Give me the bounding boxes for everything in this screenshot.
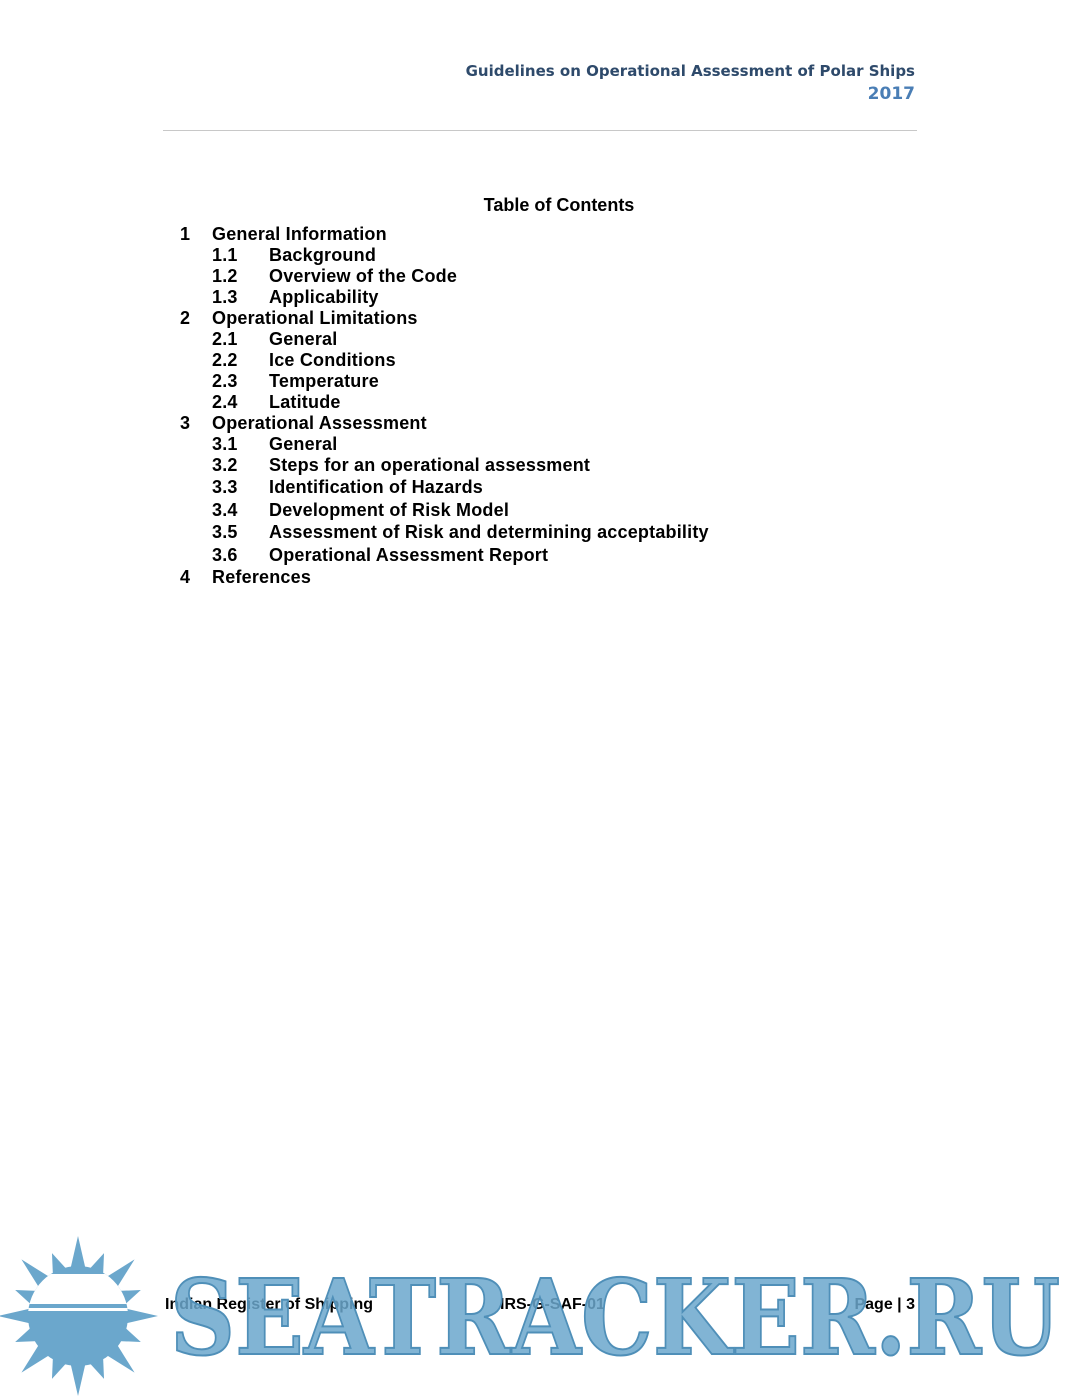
table-of-contents [180, 224, 880, 589]
watermark [0, 1236, 1080, 1397]
toc-entry[interactable] [180, 434, 880, 455]
sun-ray [70, 1363, 85, 1396]
toc-entry-label: Operational Limitations [212, 308, 418, 328]
toc-entry-label: General [269, 434, 338, 454]
toc-title: Table of Contents [483, 195, 635, 215]
toc-entry[interactable] [180, 455, 880, 476]
toc-entry-label: Identification of Hazards [269, 477, 484, 497]
toc-entry[interactable] [180, 287, 880, 308]
toc-entry[interactable] [180, 521, 880, 544]
toc-entry[interactable] [180, 392, 880, 413]
document-year: 2017 [867, 84, 915, 104]
toc-entry-label: Background [269, 245, 377, 265]
toc-entry-label: Latitude [269, 392, 341, 412]
toc-entry[interactable] [180, 371, 880, 392]
toc-entry-label: Steps for an operational assessment [269, 455, 591, 475]
toc-entry[interactable] [180, 566, 880, 589]
toc-entry-number: 1 [180, 224, 191, 244]
toc-entry-label: Assessment of Risk and determining acceptability [269, 522, 709, 542]
toc-entry[interactable] [180, 499, 880, 522]
toc-entry-number: 2.3 [212, 371, 238, 391]
toc-entry[interactable] [180, 308, 880, 329]
toc-entry-label: Development of Risk Model [269, 499, 510, 520]
toc-entry-number: 1.2 [212, 266, 238, 286]
toc-entry-number: 2.4 [212, 392, 238, 412]
toc-entry-label: Operational Assessment Report [269, 544, 549, 565]
toc-entry-number: 1.3 [212, 287, 238, 307]
toc-entry[interactable] [180, 266, 880, 287]
toc-entry[interactable] [180, 224, 880, 245]
toc-entry-number: 3.3 [212, 477, 238, 497]
toc-entry[interactable] [180, 413, 880, 434]
header-divider [163, 130, 917, 131]
toc-entry-number: 3.4 [212, 499, 238, 520]
toc-entry-label: Overview of the Code [269, 266, 458, 286]
footer-organization: Indian Register of Shipping [165, 1296, 373, 1313]
sun-ray [70, 1236, 85, 1269]
toc-entry-number: 4 [180, 567, 191, 587]
toc-entry-number: 3.6 [212, 544, 238, 565]
toc-entry-label: Applicability [269, 287, 379, 307]
footer-page-number: Page | 3 [854, 1296, 915, 1313]
sun-ray [0, 1308, 31, 1323]
toc-entry-number: 2 [180, 308, 191, 328]
toc-entry-label: Temperature [269, 371, 379, 391]
toc-entry[interactable] [180, 245, 880, 266]
toc-entry-number: 3 [180, 413, 191, 433]
toc-entry[interactable] [180, 544, 880, 567]
toc-entry-number: 2.2 [212, 350, 238, 370]
toc-entry-label: General [269, 329, 338, 349]
page-header [466, 60, 915, 106]
toc-entry-label: Ice Conditions [269, 350, 396, 370]
toc-entry-number: 3.1 [212, 434, 238, 454]
sun-icon [0, 1236, 158, 1396]
toc-entry-label: Operational Assessment [212, 413, 427, 433]
toc-entry[interactable] [180, 350, 880, 371]
toc-entry-number: 2.1 [212, 329, 238, 349]
toc-entry-number: 3.2 [212, 455, 238, 475]
toc-entry-number: 1.1 [212, 245, 238, 265]
sun-ray [125, 1308, 158, 1323]
toc-entry-label: References [212, 567, 312, 587]
footer-document-id: IRS-G-SAF-01 [500, 1296, 605, 1313]
toc-entry[interactable] [180, 476, 880, 499]
watermark-text: SEATRACKER.RU [170, 1256, 1060, 1379]
toc-entry[interactable] [180, 329, 880, 350]
toc-entry-label: General Information [212, 224, 387, 244]
toc-entry-number: 3.5 [212, 522, 238, 542]
document-title: Guidelines on Operational Assessment of Polar Ships [465, 62, 915, 80]
